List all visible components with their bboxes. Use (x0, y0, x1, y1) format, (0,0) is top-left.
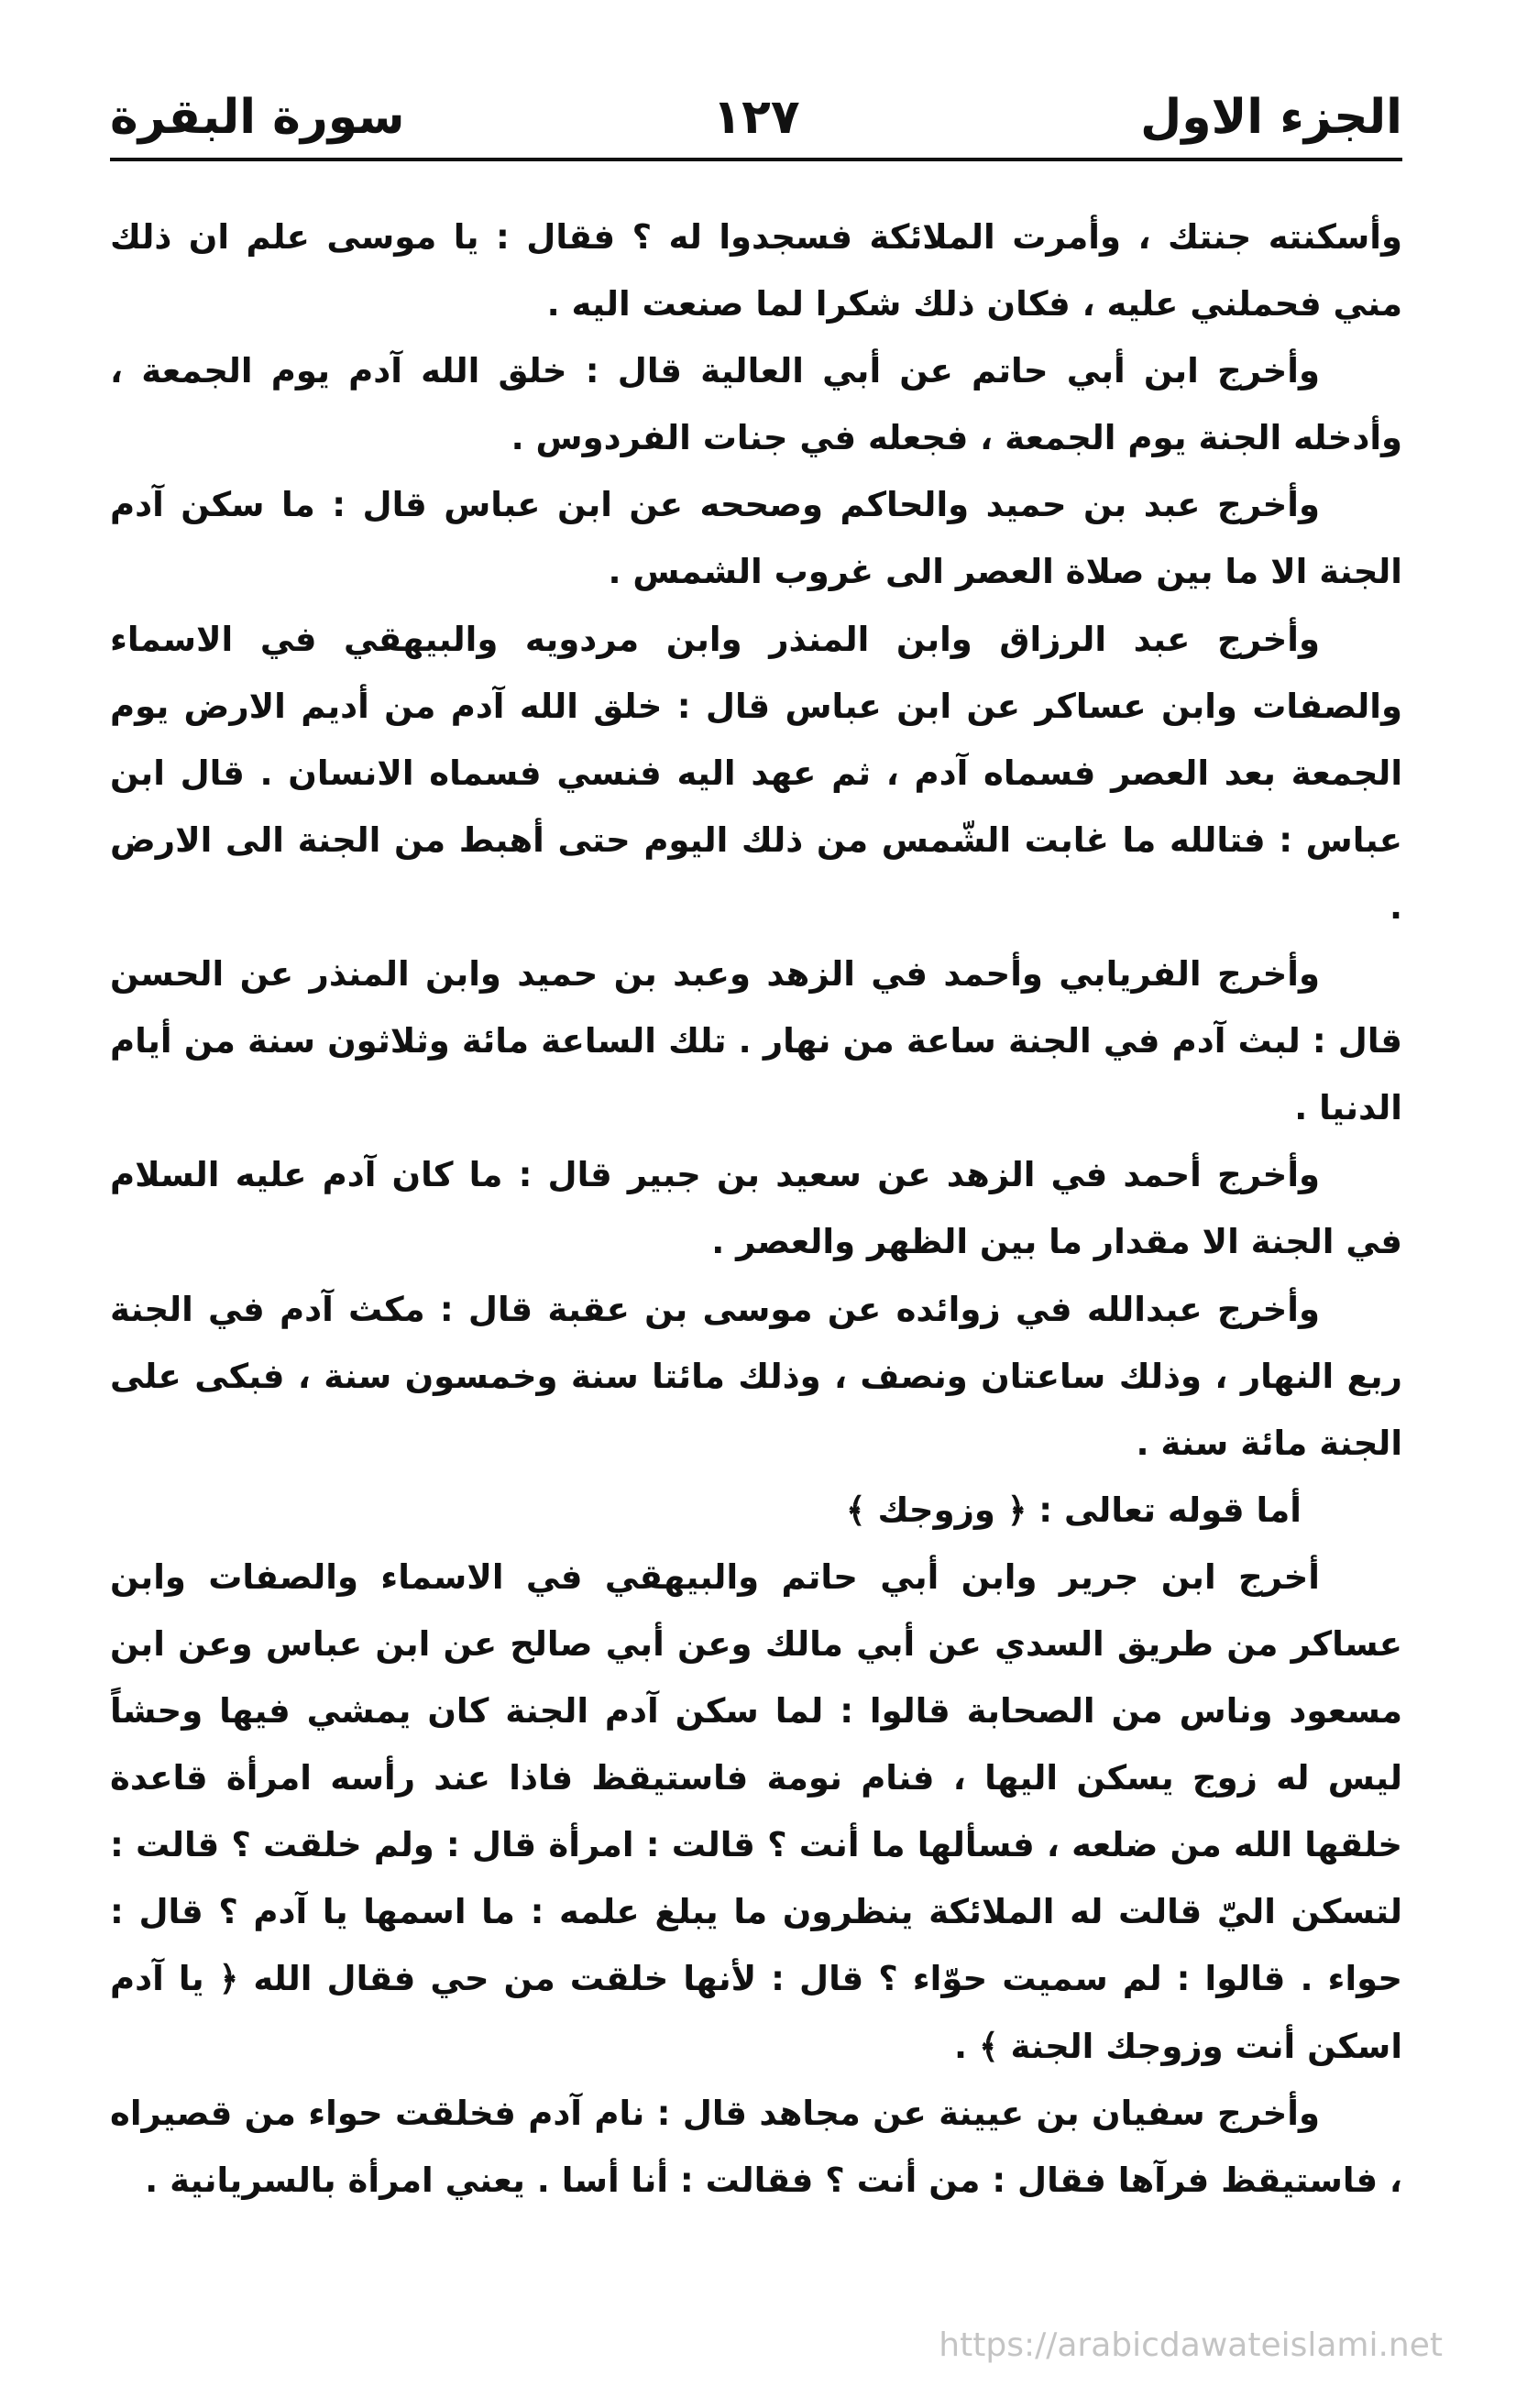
surah-label: سورة البقرة (110, 90, 405, 145)
paragraph-5: وأخرج الفريابي وأحمد في الزهد وعبد بن حميد وابن المنذر عن الحسن قال : لبث آدم في الجنة ساعة من نهار . تلك الساعة مائة وثلاثون سنة من أيام الدنيا . (110, 954, 1402, 1128)
paragraph-2: وأخرج ابن أبي حاتم عن أبي العالية قال : خلق الله آدم يوم الجمعة ، وأدخله الجنة يوم الجمعة ، فجعله في جنات الفردوس . (110, 351, 1402, 458)
source-watermark: https://arabicdawateislami.net (939, 2326, 1443, 2364)
page-number: ١٢٧ (712, 90, 800, 145)
paragraph-9: وأخرج سفيان بن عيينة عن مجاهد قال : نام آدم فخلقت حواء من قصيراه ، فاستيقظ فرآها فقال : من أنت ؟ فقالت : أنا أسا . يعني امرأة بالسريانية . (110, 2093, 1402, 2200)
paragraph-4: وأخرج عبد الرزاق وابن المنذر وابن مردويه والبيهقي في الاسماء والصفات وابن عساكر عن ابن عباس قال : خلق الله آدم من أديم الارض يوم الجمعة بعد العصر فسماه آدم ، ثم عهد اليه فنسي فسماه الانسان . قال ابن عباس : فتالله ما غابت الشّمس من ذلك اليوم حتى أهبط من الجنة الى الارض . (110, 619, 1402, 927)
paragraph-7: وأخرج عبدالله في زوائده عن موسى بن عقبة قال : مكث آدم في الجنة ربع النهار ، وذلك ساعتان ونصف ، وذلك مائتا سنة وخمسون سنة ، فبكى على الجنة مائة سنة . (110, 1289, 1402, 1463)
page-body (110, 203, 1402, 2214)
page-header (110, 81, 1402, 154)
header-rule (110, 158, 1402, 161)
paragraph-6: وأخرج أحمد في الزهد عن سعيد بن جبير قال : ما كان آدم عليه السلام في الجنة الا مقدار ما بين الظهر والعصر . (110, 1155, 1402, 1262)
verse-heading: أما قوله تعالى : ﴿ وزوجك ﴾ (845, 1490, 1302, 1530)
paragraph-1: وأسكنته جنتك ، وأمرت الملائكة فسجدوا له ؟ فقال : يا موسى علم ان ذلك مني فحملني عليه ، فكان ذلك شكرا لما صنعت اليه . (110, 217, 1402, 324)
paragraph-3: وأخرج عبد بن حميد والحاكم وصححه عن ابن عباس قال : ما سكن آدم الجنة الا ما بين صلاة العصر الى غروب الشمس . (110, 485, 1402, 592)
part-label: الجزء الاول (1140, 90, 1402, 145)
paragraph-8: أخرج ابن جرير وابن أبي حاتم والبيهقي في الاسماء والصفات وابن عساكر من طريق السدي عن أبي مالك وعن أبي صالح عن ابن عباس وعن ابن مسعود وناس من الصحابة قالوا : لما سكن آدم الجنة كان يمشي فيها وحشاً ليس له زوج يسكن اليها ، فنام نومة فاستيقظ فاذا عند رأسه امرأة قاعدة خلقها الله من ضلعه ، فسألها ما أنت ؟ قالت : امرأة قال : ولم خلقت ؟ قالت : لتسكن اليّ قالت له الملائكة ينظرون ما يبلغ علمه : ما اسمها يا آدم ؟ قال : حواء . قالوا : لم سميت حوّاء ؟ قال : لأنها خلقت من حي فقال الله ﴿ يا آدم اسكن أنت وزوجك الجنة ﴾ . (110, 1556, 1402, 2066)
